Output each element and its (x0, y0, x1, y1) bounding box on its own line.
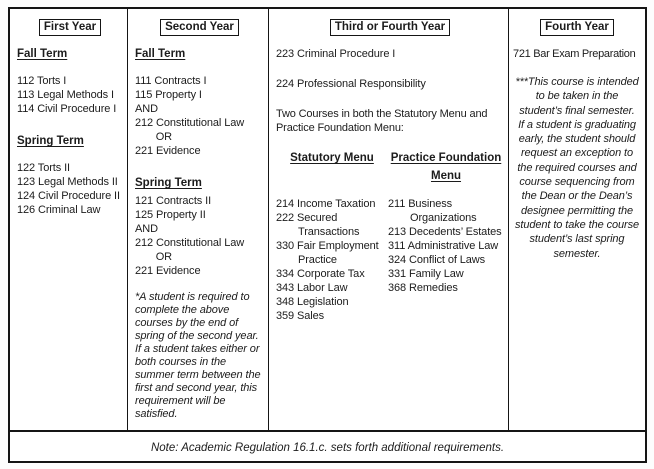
course-professional-responsibility: 224 Professional Responsibility (276, 78, 426, 90)
first-year-spring-courses (17, 161, 123, 217)
statutory-menu-list (276, 197, 388, 323)
course-line: 311 Administrative Law (388, 240, 499, 252)
column-second-year (128, 9, 269, 430)
practice-foundation-menu-heading: Practice Foundation Menu (390, 152, 502, 182)
course-line: 212 Constitutional Law (135, 237, 245, 249)
column-first-year (10, 9, 128, 430)
course-line: 330 Fair Employment Practice (276, 240, 379, 266)
footer-note: Note: Academic Regulation 16.1.c. sets forth additional requirements. (150, 442, 505, 454)
course-line: AND (135, 103, 158, 115)
course-line: 359 Sales (276, 310, 325, 322)
course-line: 334 Corporate Tax (276, 268, 365, 280)
curriculum-table (8, 7, 647, 463)
columns-row (10, 9, 645, 430)
first-year-title: First Year (39, 19, 101, 36)
fourth-year-title-row (513, 17, 641, 36)
course-line: 212 Constitutional Law (135, 117, 245, 129)
second-year-fall-courses (135, 74, 264, 158)
course-line: 125 Property II (135, 209, 206, 221)
course-line: 124 Civil Procedure II (17, 190, 120, 202)
second-year-title: Second Year (160, 19, 239, 36)
menus-lists (276, 197, 504, 323)
course-criminal-procedure: 223 Criminal Procedure I (276, 48, 396, 60)
course-line: 111 Contracts I (135, 75, 207, 87)
course-line: 121 Contracts II (135, 195, 212, 207)
course-line: AND (135, 223, 158, 235)
course-line: 123 Legal Methods II (17, 176, 118, 188)
first-year-fall-courses (17, 74, 123, 116)
first-year-fall-heading: Fall Term (17, 48, 68, 60)
first-year-title-row (17, 17, 123, 36)
course-line: 211 Business Organizations (388, 198, 477, 224)
second-year-spring-heading: Spring Term (135, 177, 202, 189)
course-line: 368 Remedies (388, 282, 458, 294)
course-line: 115 Property I (135, 89, 202, 101)
second-year-note: *A student is required to complete the above courses by the end of spring of the second year. If a student takes either or both courses in the summer term between the first and second year, this requirement will be satisfied. (135, 291, 261, 420)
course-bar-exam-preparation: 721 Bar Exam Preparation (513, 48, 636, 60)
course-line: 113 Legal Methods I (17, 89, 114, 101)
course-line: 331 Family Law (388, 268, 464, 280)
course-line: OR (135, 251, 172, 263)
course-line: 214 Income Taxation (276, 198, 376, 210)
column-third-fourth-year (269, 9, 509, 430)
practice-foundation-menu-list (388, 197, 504, 323)
first-year-spring-heading: Spring Term (17, 135, 84, 147)
course-line: 221 Evidence (135, 265, 201, 277)
course-line: 343 Labor Law (276, 282, 348, 294)
statutory-menu-heading: Statutory Menu (290, 152, 374, 164)
footer-row (10, 430, 645, 461)
course-line: 324 Conflict of Laws (388, 254, 486, 266)
menus-header (276, 148, 504, 184)
menus-intro-text: Two Courses in both the Statutory Menu and Practice Foundation Menu: (276, 108, 488, 134)
fourth-year-note: ***This course is intended to be taken in the student’s final semester. If a student is graduating early, the student should request an exception to the required courses and course sequencing from the Dean or the Dean’s designee permitting the student to take the course student’s last spring semester. (515, 76, 639, 260)
second-year-spring-courses (135, 194, 264, 278)
course-line: 222 Secured Transactions (276, 212, 360, 238)
second-year-fall-heading: Fall Term (135, 48, 186, 60)
course-line: OR (135, 131, 172, 143)
course-line: 122 Torts II (17, 162, 71, 174)
course-line: 213 Decedents’ Estates (388, 226, 502, 238)
course-line: 126 Criminal Law (17, 204, 101, 216)
third-fourth-year-title: Third or Fourth Year (330, 19, 450, 36)
second-year-title-row (135, 17, 264, 36)
fourth-year-title: Fourth Year (540, 19, 614, 36)
course-line: 114 Civil Procedure I (17, 103, 117, 115)
course-line: 221 Evidence (135, 145, 201, 157)
statutory-menu-heading-cell (276, 148, 388, 184)
spacer (276, 61, 504, 77)
column-fourth-year (509, 9, 644, 430)
third-fourth-year-title-row (276, 17, 504, 36)
course-line: 348 Legislation (276, 296, 349, 308)
course-line: 112 Torts I (17, 75, 67, 87)
practice-foundation-menu-heading-cell (388, 148, 504, 184)
